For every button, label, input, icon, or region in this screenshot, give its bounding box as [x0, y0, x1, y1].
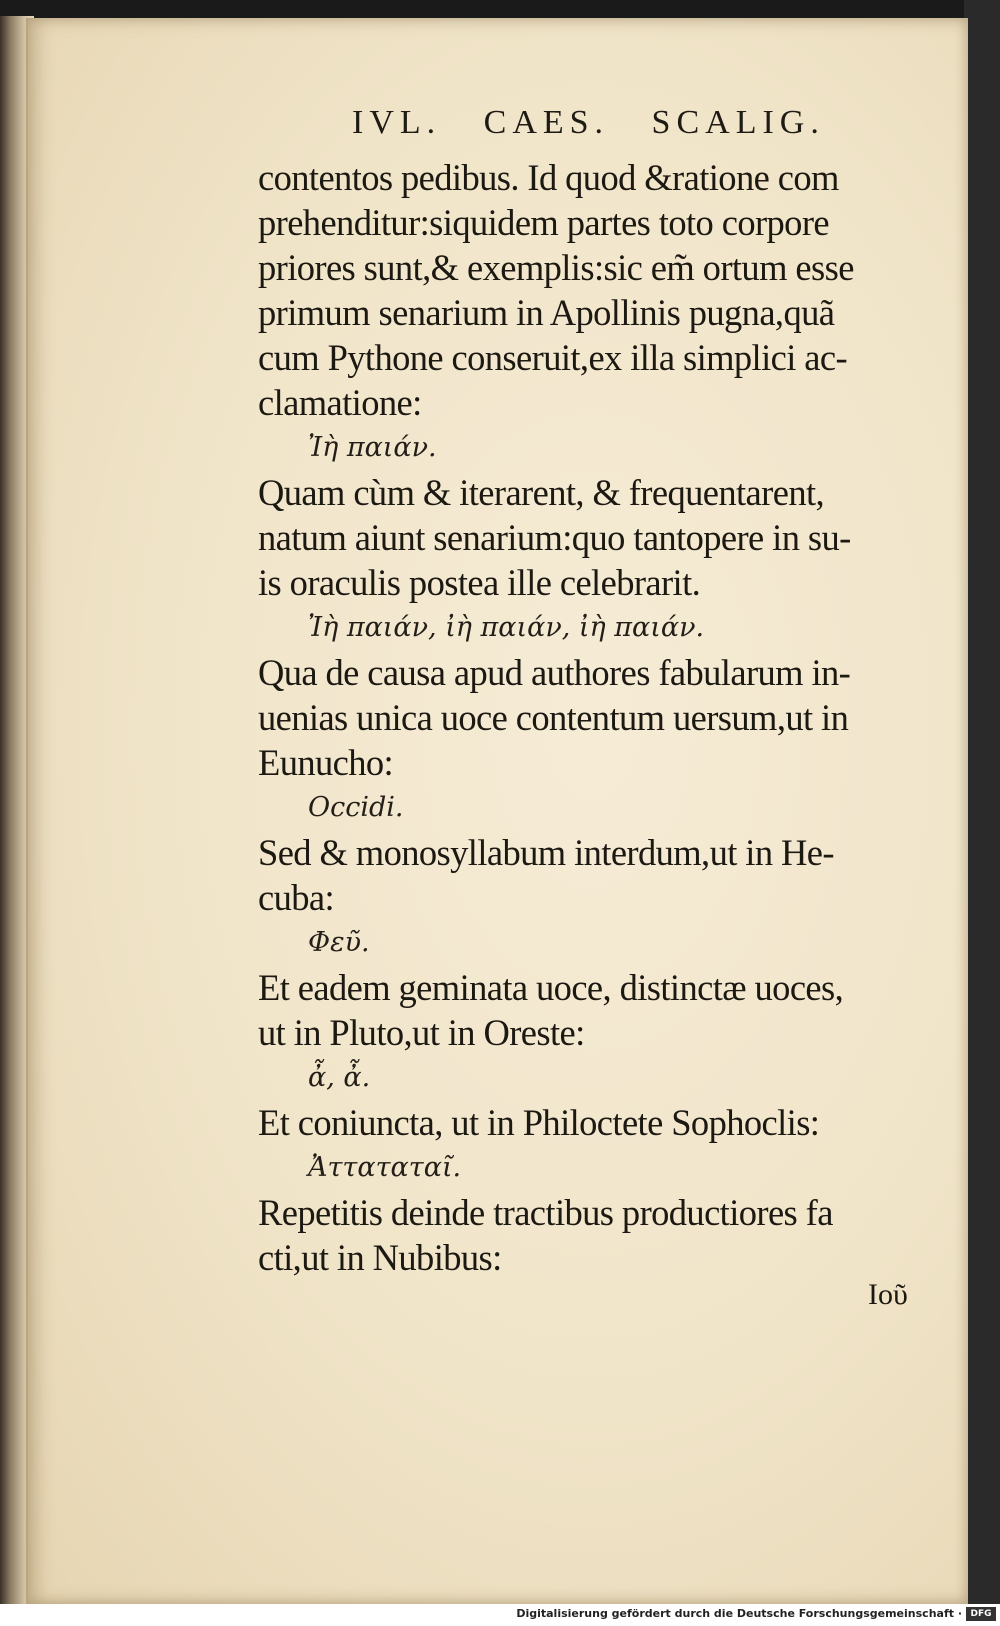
- text-line: prehenditur:siquidem partes toto corpore: [258, 202, 829, 243]
- text-line: cum Pythone conseruit,ex illa simplici ac-: [258, 337, 848, 378]
- quoted-verse: Ἰὴ παιάν.: [308, 432, 437, 463]
- text-line: Qua de causa apud authores fabularum in-: [258, 652, 851, 693]
- quoted-verse: ἆ, ἆ.: [308, 1062, 371, 1093]
- quoted-verse: Occidi.: [308, 792, 404, 823]
- text-line: is oraculis postea ille celebrarit.: [258, 562, 701, 603]
- text-line: Sed & monosyllabum interdum,ut in He-: [258, 832, 834, 873]
- text-line: cti,ut in Nubibus:: [258, 1237, 502, 1278]
- quoted-verse: Φεῦ.: [308, 927, 370, 958]
- text-line: Quam cùm & iterarent, & frequentarent,: [258, 472, 825, 513]
- text-line: Eunucho:: [258, 742, 394, 783]
- running-head: IVL. CAES. SCALIG.: [352, 104, 825, 141]
- text-line: primum senarium in Apollinis pugna,quã: [258, 292, 835, 333]
- quoted-verse: Ἀτταταταῖ.: [308, 1152, 462, 1183]
- text-line: cuba:: [258, 877, 335, 918]
- catchword: Ioῦ: [868, 1278, 908, 1311]
- text-line: uenias unica uoce contentum uersum,ut in: [258, 697, 849, 738]
- text-line: priores sunt,& exemplis:sic em̃ ortum esse: [258, 247, 854, 288]
- footer-bar: [0, 1604, 1000, 1626]
- text-line: Et eadem geminata uoce, distinctæ uoces,: [258, 967, 844, 1008]
- body-text: [258, 155, 918, 1280]
- dfg-logo: DFG: [966, 1607, 996, 1621]
- quoted-verse: Ἰὴ παιάν, ἰὴ παιάν, ἰὴ παιάν.: [308, 612, 705, 643]
- funding-credit: Digitalisierung gefördert durch die Deutsche Forschungsgemeinschaft ·: [516, 1607, 962, 1620]
- text-line: Repetitis deinde tractibus productiores fa: [258, 1192, 833, 1233]
- text-line: clamatione:: [258, 382, 422, 423]
- text-line: ut in Pluto,ut in Oreste:: [258, 1012, 585, 1053]
- scanner-backdrop-right: [964, 0, 1000, 1604]
- text-line: natum aiunt senarium:quo tantopere in su-: [258, 517, 851, 558]
- text-line: Et coniuncta, ut in Philoctete Sophoclis:: [258, 1102, 820, 1143]
- text-line: contentos pedibus. Id quod &ratione com: [258, 157, 839, 198]
